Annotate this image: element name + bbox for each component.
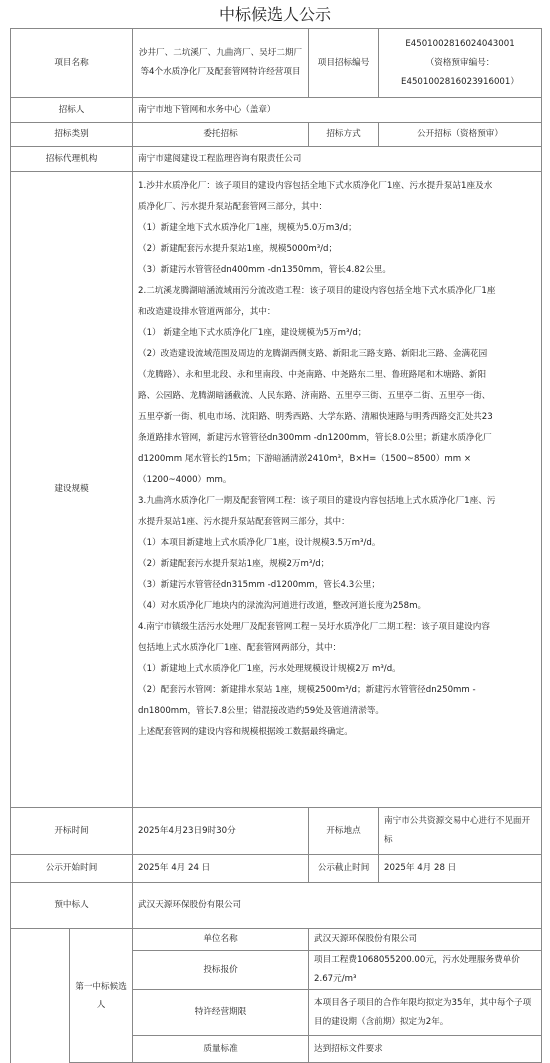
scale-line: （3）新建污水管管径dn315mm -d1200mm，管长4.3公里； xyxy=(138,580,381,590)
scale-line: 3.九曲湾水质净化厂一期及配套管网工程：该子项目的建设内容包括地上式水质净化厂1座、污 xyxy=(138,496,496,506)
project-code-line: E4501002816023916001） xyxy=(401,76,519,87)
scale-line: d1200mm 尾水管长约15m；下游暗涵清淤2410m³，B×H=（1500~8500）mm × xyxy=(138,454,472,464)
scale-line: （3）新建污水管管径dn400mm -dn1350mm，管长4.82公里。 xyxy=(138,265,391,275)
scale-line: （龙腾路）、永和里北段、永和里南段、中尧南路、中尧路东二里、鲁班路尾和木塘路、新阳 xyxy=(138,370,487,380)
scale-line: dn1800mm，管长7.8公里；错混接改造约59处及管道清淤等。 xyxy=(138,706,385,716)
scale-line: （2）新建配套污水提升泵站1座，规模2万m³/d； xyxy=(138,559,330,569)
scale-line: 2.二坑溪龙腾湖暗涵流域雨污分流改造工程：该子项目的建设内容包括全地下式水质净化厂1座 xyxy=(138,286,496,296)
scale-line: 1.沙井水质净化厂：该子项目的建设内容包括全地下式水质净化厂1座、污水提升泵站1座及水 xyxy=(138,181,493,191)
agency-label: 招标代理机构 xyxy=(11,147,133,172)
publicity-end-label: 公示截止时间 xyxy=(309,855,379,883)
project-code-line: （资格预审编号： xyxy=(425,57,495,68)
table-row xyxy=(11,855,542,883)
winner-value: 武汉天源环保股份有限公司 xyxy=(133,883,542,929)
project-code-value xyxy=(379,29,542,98)
term-value: 本项目各子项目的合作年限均拟定为35年，其中每个子项目的建设期（含前期）拟定为2年。 xyxy=(309,990,542,1036)
scale-line: （2）新建配套污水提升泵站1座，规模5000m³/d； xyxy=(138,244,338,254)
tenderer-label: 招标人 xyxy=(11,98,133,123)
winner-label: 预中标人 xyxy=(11,883,133,929)
project-name-value: 沙井厂、二坑溪厂、九曲湾厂、吴圩二期厂等4个水质净化厂及配套管网特许经营项目 xyxy=(133,29,309,98)
unit-label: 单位名称 xyxy=(133,929,309,951)
category-value: 委托招标 xyxy=(133,123,309,147)
project-code-label: 项目招标编号 xyxy=(309,29,379,98)
open-place-label: 开标地点 xyxy=(309,808,379,855)
scale-line: 路、公园路、龙腾湖暗涵截流、人民东路、济南路、五里亭三街、五里亭二街、五里亭一街、 xyxy=(138,391,491,401)
project-name-label: 项目名称 xyxy=(11,29,133,98)
scale-lines xyxy=(138,176,536,743)
publicity-start-value: 2025年 4月 24 日 xyxy=(133,855,309,883)
scale-line: （1200~4000）mm。 xyxy=(138,475,232,485)
scale-line: 上述配套管网的建设内容和规模根据竣工数据最终确定。 xyxy=(138,727,353,737)
quality-value: 达到招标文件要求 xyxy=(309,1036,542,1063)
publicity-start-label: 公示开始时间 xyxy=(11,855,133,883)
scale-line: 4.南宁市镇级生活污水处理厂及配套管网工程－吴圩水质净化厂二期工程：该子项目建设内容 xyxy=(138,622,490,632)
table-row xyxy=(11,929,542,951)
scale-line: 水提升泵站1座、污水提升泵站配套管网三部分，其中： xyxy=(138,517,350,527)
price-label: 投标报价 xyxy=(133,951,309,990)
table-row xyxy=(11,883,542,929)
method-value: 公开招标（资格预审） xyxy=(379,123,542,147)
method-label: 招标方式 xyxy=(309,123,379,147)
table-row xyxy=(11,808,542,855)
first-candidate-label: 第一中标候选人 xyxy=(70,929,133,1063)
scale-line: 包括地上式水质净化厂1座、配套管网两部分，其中： xyxy=(138,643,342,653)
scale-line: （1）新建全地下式水质净化厂1座，规模为5.0万m3/d； xyxy=(138,223,357,233)
term-label: 特许经营期限 xyxy=(133,990,309,1036)
scale-line: 条道路排水管网，新建污水管管径dn300mm -dn1200mm，管长8.0公里；新建水质净化厂 xyxy=(138,433,492,443)
table-row xyxy=(11,123,542,147)
tenderer-value: 南宁市地下管网和水务中心（盖章） xyxy=(133,98,542,123)
scale-content xyxy=(133,172,542,808)
scale-line: （4）对水质净化厂地块内的渌流沟河道进行改道，整改河道长度为258m。 xyxy=(138,601,427,611)
scale-line: 质净化厂、污水提升泵站配套管网三部分，其中： xyxy=(138,202,328,212)
unit-value: 武汉天源环保股份有限公司 xyxy=(309,929,542,951)
publicity-end-value: 2025年 4月 28 日 xyxy=(379,855,542,883)
category-label: 招标类别 xyxy=(11,123,133,147)
table-row xyxy=(11,172,542,808)
scale-line: （1） 新建全地下式水质净化厂1座，建设规模为5万m³/d； xyxy=(138,328,367,338)
table-row xyxy=(11,147,542,172)
candidate-table xyxy=(10,28,542,1063)
quality-label: 质量标准 xyxy=(133,1036,309,1063)
table-row xyxy=(11,29,542,98)
open-time-value: 2025年4月23日9时30分 xyxy=(133,808,309,855)
open-time-label: 开标时间 xyxy=(11,808,133,855)
price-value: 项目工程费1068055200.00元，污水处理服务费单价2.67元/m³ xyxy=(309,951,542,990)
open-place-value: 南宁市公共资源交易中心进行不见面开标 xyxy=(379,808,542,855)
scale-label: 建设规模 xyxy=(11,172,133,808)
scale-line: 五里亭新一街、机电市场、沈阳路、明秀西路、大学东路、清厢快速路与明秀西路交汇处共23 xyxy=(138,412,493,422)
scale-line: （2）配套污水管网：新建排水泵站 1座，规模2500m³/d；新建污水管管径dn250mm - xyxy=(138,685,476,695)
scale-line: 和改造建设排水管道两部分，其中： xyxy=(138,307,276,317)
scale-line: （1）新建地上式水质净化厂1座，污水处理规模设计规模2万 m³/d。 xyxy=(138,664,401,674)
agency-value: 南宁市建阅建设工程监理咨询有限责任公司 xyxy=(133,147,542,172)
page-title: 中标候选人公示 xyxy=(218,5,331,24)
project-code-line: E4501002816024043001 xyxy=(405,38,515,49)
table-row xyxy=(11,98,542,123)
scale-line: （1）本项目新建地上式水质净化厂1座，设计规模3.5万m³/d。 xyxy=(138,538,381,548)
scale-line: （2）改造建设流域范围及周边的龙腾湖西侧支路、新阳北三路支路、新阳北三路、金满花园 xyxy=(138,349,488,359)
